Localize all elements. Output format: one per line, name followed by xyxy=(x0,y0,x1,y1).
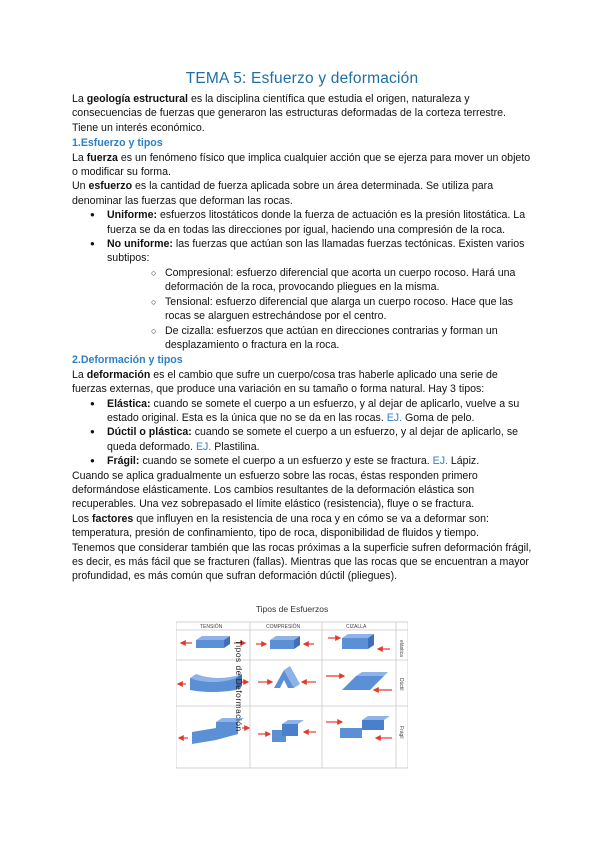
row-label-ductil: Dúctil xyxy=(398,678,404,691)
page-title: TEMA 5: Esfuerzo y deformación xyxy=(185,70,419,87)
document-body xyxy=(72,70,532,584)
block-compresion-elastic xyxy=(270,636,300,649)
list-deformacion-types xyxy=(72,397,532,469)
section-heading-esfuerzo: 1.Esfuerzo y tipos xyxy=(72,137,163,150)
list-item-uniforme: ● Uniforme: esfuerzos litostáticos donde la fuerza de actuación es la presión litostática. La fuerza se da en todas las direcciones por igual, haciendo una compresión de la roca. xyxy=(72,208,532,237)
block-cizalla-elastic xyxy=(342,634,374,649)
section-heading-deformacion: 2.Deformación y tipos xyxy=(72,354,183,367)
row-label-elastica: elástica xyxy=(398,640,404,657)
paragraph-fuerza: La fuerza es un fenómeno físico que implica cualquier acción que se ejerza para mover un objeto o modificar su forma. xyxy=(72,151,531,179)
block-compresion-fragil xyxy=(272,720,304,742)
block-cizalla-ductil xyxy=(342,672,388,690)
paragraph-esfuerzo: Un esfuerzo es la cantidad de fuerza aplicada sobre un área determinada. Se utiliza para denominar las fuerzas que deforman las rocas. xyxy=(72,180,494,207)
column-label-tension: TENSIÓN xyxy=(200,624,223,630)
intro-paragraph: La geología estructural es la disciplina científica que estudia el origen, naturaleza y consecuencias de fuerzas que generaron las estructuras deformadas de la corteza terrestre. Tiene un interés económico. xyxy=(72,93,506,134)
paragraph-deformacion: La deformación es el cambio que sufre un cuerpo/cosa tras haberle aplicado una serie de fuerzas externas, que produce una variación en su tamaño o forma natural. Hay 3 tipos: xyxy=(72,368,498,396)
block-tension-elastic xyxy=(196,636,230,648)
sublist-item-cizalla: ○ De cizalla: esfuerzos que actúan en direcciones contrarias y forman un desplazamiento o fractura en la roca. xyxy=(107,324,532,353)
block-cizalla-fragil xyxy=(340,716,390,738)
column-label-cizalla: CIZALLA xyxy=(346,624,367,630)
sublist-subtipos xyxy=(107,266,532,352)
figure-title: Tipos de Esfuerzos xyxy=(255,604,329,614)
figure-diagram xyxy=(176,616,408,776)
figure-tipos-esfuerzos xyxy=(176,604,418,778)
row-label-fragil: Frágil xyxy=(398,726,404,739)
figure-side-label: Tipos de Deformación xyxy=(234,640,244,732)
list-esfuerzo-types xyxy=(72,208,532,352)
block-compresion-ductil xyxy=(274,666,300,688)
paragraph-factores: Los factores que influyen en la resistencia de una roca y en cómo se va a deformar son: temperatura, presión de confinamiento, tipo de roca, disponibilidad de fluidos y tiempo. xyxy=(72,512,489,540)
list-item-no-uniforme: ● No uniforme: las fuerzas que actúan son las llamadas fuerzas tectónicas. Existen varios subtipos: ○ Compresional: esfuerzo diferencial que acorta un cuerpo rocoso. Hará una deformación de la roca, provocando pliegues en la misma. ○ Tensional: esfuerzo diferencial que alarga un cuerpo rocoso. Hace que las rocas se alarguen estrechándose por el centro. ○ De cizalla: esfuerzos que actúan en direcciones contrarias y forman un desplazamiento o fractura en la roca. xyxy=(72,237,532,352)
list-item-elastica: ● Elástica: cuando se somete el cuerpo a un esfuerzo, y al dejar de aplicarlo, vuelve a su estado original. Esta es la única que no se da en las rocas. EJ. Goma de pelo. xyxy=(72,397,532,426)
sublist-item-compresional: ○ Compresional: esfuerzo diferencial que acorta un cuerpo rocoso. Hará una deformación de la roca, provocando pliegues en la misma. xyxy=(107,266,532,295)
paragraph-gradual: Cuando se aplica gradualmente un esfuerzo sobre las rocas, éstas responden primero deformándose elásticamente. Los cambios resultantes de la deformación elástica son recuperables. Una vez sobrepasado el límite elástico (resistencia), fluye o se fractura. xyxy=(72,469,478,511)
list-item-ductil: ● Dúctil o plástica: cuando se somete el cuerpo a un esfuerzo, y al dejar de aplicarlo, se queda deformado. EJ. Plastilina. xyxy=(72,425,532,454)
term-geologia: geología estructural xyxy=(86,93,188,105)
list-item-fragil: ● Frágil: cuando se somete el cuerpo a un esfuerzo y este se fractura. EJ. Lápiz. xyxy=(72,454,532,468)
paragraph-profundidad: Tenemos que considerar también que las rocas próximas a la superficie sufren deformación frágil, es decir, es más fácil que se fracturen (fallas). Mientras que las rocas que se encuentran a mayor profundidad, es más común que sufran deformación dúctil (pliegues). xyxy=(72,541,532,583)
column-label-compresion: COMPRESIÓN xyxy=(266,624,301,630)
sublist-item-tensional: ○ Tensional: esfuerzo diferencial que alarga un cuerpo rocoso. Hace que las rocas se alarguen estrechándose por el centro. xyxy=(107,295,532,324)
